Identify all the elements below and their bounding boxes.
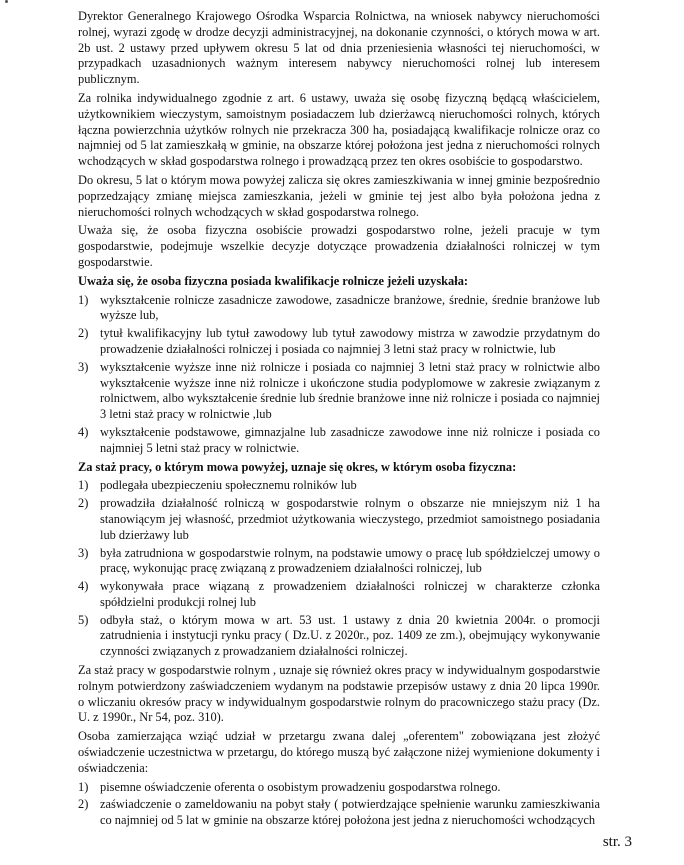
list-text: odbyła staż, o którym mowa w art. 53 ust. 1 ustawy z dnia 20 kwietnia 2004r. o promocji zatrudnienia i instytucji rynku pracy ( Dz.U. z 2020r., poz. 1409 ze zm.), obejmujący wykonywanie czynności związanych z prowadzaniem działalności rolniczej. <box>100 612 600 659</box>
list-number: 2) <box>78 326 89 341</box>
list-number: 1) <box>78 292 89 307</box>
list-number: 1) <box>78 779 89 794</box>
paragraph: Osoba zamierzająca wziąć udział w przetargu zwana dalej „oferentem" zobowiązana jest złożyć oświadczenie uczestnictwa w przetargu, do którego muszą być załączone niżej wymienione dokumenty i oświadczenia: <box>78 729 600 775</box>
paragraph: Dyrektor Generalnego Krajowego Ośrodka Wsparcia Rolnictwa, na wniosek nabywcy nieruchomości rolnej, wyrazi zgodę w drodze decyzji administracyjnej, na dokonanie czynności, o których mowa w art. 2b ust. 2 ustawy przed upływem okresu 5 lat od dnia przeniesienia własności tej nieruchomości, w przypadkach uzasadnionych ważnym interesem nabywcy nieruchomości rolnej lub interesem publicznym. <box>78 9 600 87</box>
list-text: wykształcenie podstawowe, gimnazjalne lub zasadnicze zawodowe inne niż rolnicze i posiada co najmniej 5 letni staż pracy w rolnictwie. <box>100 424 600 455</box>
paragraph: Do okresu, 5 lat o którym mowa powyżej zalicza się okres zamieszkiwania w innej gminie bezpośrednio poprzedzający zmianę miejsca zamieszkania, jeżeli w gminie tej jest albo była położona jedna z nieruchomości rolnych wchodzących w skład gospodarstwa rolnego. <box>78 172 600 219</box>
list-item <box>78 546 600 578</box>
list-number: 4) <box>78 424 89 439</box>
list-number: 2) <box>78 797 89 812</box>
paragraph: Za rolnika indywidualnego zgodnie z art. 6 ustawy, uważa się osobę fizyczną będącą właścicielem, użytkownikiem wieczystym, samoistnym posiadaczem lub dzierżawcą nieruchomości rolnych, których łączna powierzchnia użytków rolnych nie przekracza 300 ha, posiadającą kwalifikacje rolnicze oraz co najmniej od 5 lat zamieszkałą w gminie, na obszarze której położona jest jedna z nieruchomości rolnych wchodzących w skład gospodarstwa rolnego i prowadzącą przez ten okres osobiście to gospodarstwo. <box>78 90 600 169</box>
list-item <box>78 797 600 829</box>
list-number: 3) <box>78 359 89 374</box>
list-text: pisemne oświadczenie oferenta o osobistym prowadzeniu gospodarstwa rolnego. <box>100 779 501 794</box>
list-number: 3) <box>78 545 89 560</box>
list-item <box>78 613 600 660</box>
list-number: 2) <box>78 496 89 511</box>
qualifications-list <box>78 293 600 457</box>
list-item <box>78 326 600 358</box>
work-experience-list <box>78 478 600 660</box>
section-heading: Za staż pracy, o którym mowa powyżej, uznaje się okres, w którym osoba fizyczna: <box>78 459 517 474</box>
list-item <box>78 478 600 494</box>
scan-mark <box>5 0 8 3</box>
paragraph: Uważa się, że osoba fizyczna osobiście prowadzi gospodarstwo rolne, jeżeli pracuje w tym gospodarstwie, podejmuje wszelkie decyzje dotyczące prowadzenia działalności rolniczej w tym gospodarstwie. <box>78 223 600 269</box>
list-text: tytuł kwalifikacyjny lub tytuł zawodowy lub tytuł zawodowy mistrza w zawodzie przydatnym do prowadzenie działalności rolniczej i posiada co najmniej 3 letni staż pracy w rolnictwie, lub <box>100 326 600 356</box>
list-text: prowadziła działalność rolniczą w gospodarstwie rolnym o obszarze nie mniejszym niż 1 ha stanowiącym jej własność, przedmiot użytkowania wieczystego, przedmiot samoistnego posiadania lub dzierżawy lub <box>100 496 600 542</box>
list-item <box>78 579 600 611</box>
document-body <box>78 9 600 832</box>
section-heading: Uważa się, że osoba fizyczna posiada kwalifikacje rolnicze jeżeli uzyskała: <box>78 273 469 288</box>
list-item <box>78 293 600 325</box>
list-text: wykształcenie wyższe inne niż rolnicze i posiada co najmniej 3 letni staż pracy w rolnictwie albo wykształcenie wyższe inne niż rolnicze i ukończone studia podyplomowe w zakresie związanym z rolnictwem, albo wykształcenie średnie lub średnie branżowe inne niż rolnicze i posiada co najmniej 3 letni staż pracy w rolnictwie ,lub <box>100 359 600 422</box>
list-text: podlegała ubezpieczeniu społecznemu rolników lub <box>100 478 357 493</box>
list-text: była zatrudniona w gospodarstwie rolnym, na podstawie umowy o pracę lub spółdzielczej umowy o pracę, wykonując pracę związaną z prowadzeniem działalności rolniczej, lub <box>100 545 600 576</box>
paragraph: Za staż pracy w gospodarstwie rolnym , uznaje się również okres pracy w indywidualnym gospodarstwie rolnym potwierdzony zaświadczeniem wydanym na podstawie przepisów ustawy z dnia 20 lipca 1990r. o wliczaniu okresów pracy w indywidualnym gospodarstwie rolnym do pracowniczego stażu pracy (Dz. U. z 1990r., Nr 54, poz. 310). <box>78 663 600 725</box>
list-item <box>78 780 600 796</box>
list-number: 5) <box>78 612 89 627</box>
page-number: str. 3 <box>602 834 632 850</box>
list-item <box>78 360 600 423</box>
required-documents-list <box>78 780 600 829</box>
list-text: zaświadczenie o zameldowaniu na pobyt stały ( potwierdzające spełnienie warunku zamieszkiwania co najmniej od 5 lat w gminie na obszarze której położona jest jedna z nieruchomości wchodzących <box>100 797 600 828</box>
list-text: wykształcenie rolnicze zasadnicze zawodowe, zasadnicze branżowe, średnie, średnie branżowe lub wyższe lub, <box>100 292 600 323</box>
list-item <box>78 496 600 543</box>
list-number: 4) <box>78 579 89 594</box>
list-number: 1) <box>78 478 89 493</box>
list-text: wykonywała prace wiązaną z prowadzeniem działalności rolniczej w charakterze członka spółdzielni produkcji rolnej lub <box>100 579 600 609</box>
list-item <box>78 425 600 457</box>
